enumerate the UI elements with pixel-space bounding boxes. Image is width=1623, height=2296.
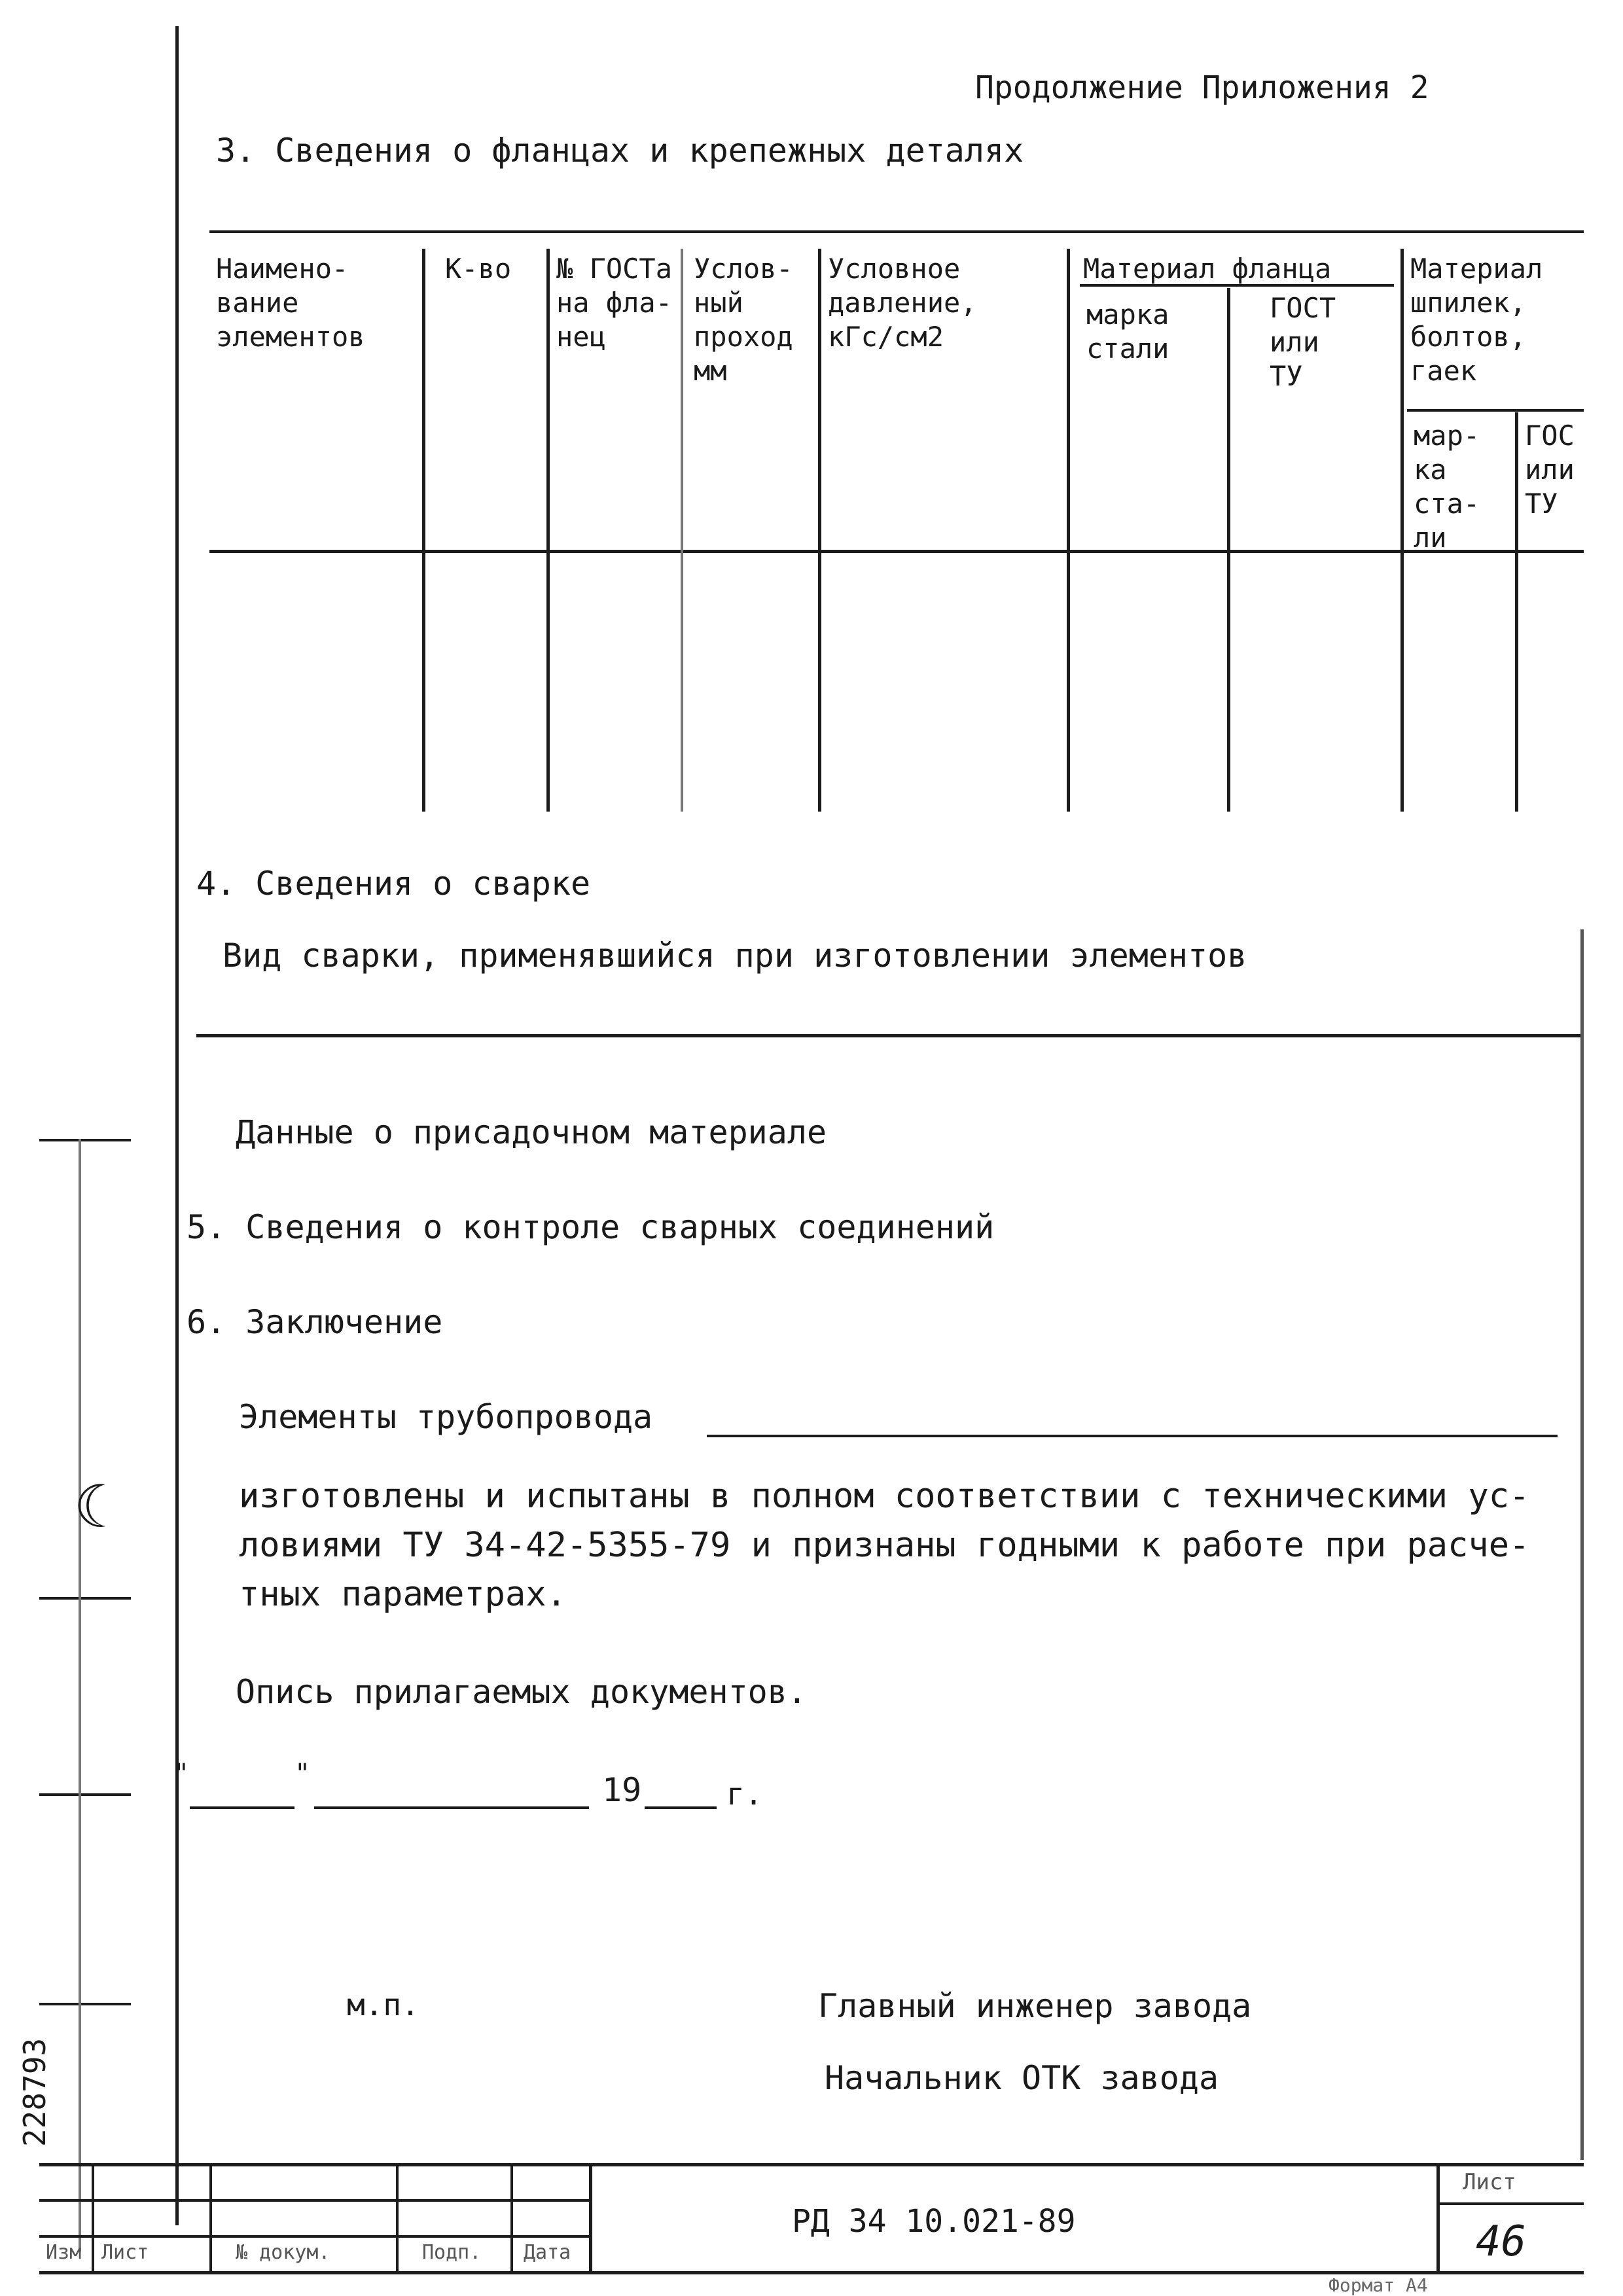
th-bolt-gost: ГОС или ТУ [1525,420,1575,520]
welding-type-rule [196,1034,1580,1037]
chief-engineer-label: Главный инженер завода [818,1987,1252,2025]
left-margin-line [175,26,179,2225]
filler-data-label: Данные о присадочном материале [236,1113,827,1151]
th-bolt-grade: мар- ка ста- ли [1414,420,1480,554]
moon-mark-icon: ☾ [73,1473,126,1541]
seal-label: м.п. [347,1987,419,2022]
date-quote-close: " [294,1759,311,1789]
stamp-col-list: Лист [101,2241,149,2264]
section3-title: 3. Сведения о фланцах и крепежных деталях [216,132,1024,170]
stamp-sheet-number: 46 [1476,2217,1527,2266]
stamp-col-date: Дата [524,2241,571,2264]
attachments-label: Опись прилагаемых документов. [236,1673,807,1711]
section4-title: 4. Сведения о сварке [196,865,591,903]
side-number: 228793 [17,2037,52,2147]
conclusion-line-2: ловиями ТУ 34-42-5355-79 и признаны годными к работе при расче- [239,1526,1530,1565]
section6-title: 6. Заключение [187,1303,443,1341]
stamp-sheet-label: Лист [1463,2169,1516,2195]
date-suffix: г. [726,1776,763,1812]
format-note: Формат А4 [1329,2274,1428,2296]
qc-head-label: Начальник ОТК завода [825,2059,1219,2097]
th-dn: Услов- ный проход мм [694,253,793,387]
date-month-line [314,1806,589,1809]
conclusion-line-1: изготовлены и испытаны в полном соответствии с техническими ус- [239,1477,1530,1516]
stamp-doc-code: РД 34 10.021-89 [792,2203,1076,2240]
date-year-prefix: 19 [602,1771,642,1809]
stamp-col-sign: Подп. [422,2241,482,2264]
elements-fill-line [707,1435,1558,1437]
section5-title: 5. Сведения о контроле сварных соединений [187,1208,995,1246]
elements-label: Элементы трубопровода [239,1398,653,1436]
flanges-table [209,223,1584,825]
th-count: К-во [445,253,512,285]
stamp-col-docnum: № докум. [236,2241,330,2264]
title-block [39,2163,1584,2278]
th-flange-grade: марка стали [1086,298,1169,365]
conclusion-line-3: тных параметрах. [239,1575,567,1614]
continuation-header: Продолжение Приложения 2 [975,69,1429,106]
date-quote-open: " [173,1759,190,1789]
th-pressure: Условное давление, кГс/см2 [828,253,977,353]
th-flange-material: Материал фланца [1083,253,1332,285]
right-border-line [1580,929,1584,2160]
stamp-col-izm: Изм [46,2241,82,2264]
welding-type-label: Вид сварки, применявшийся при изготовлении элементов [223,937,1247,975]
left-margin-strip [17,1139,131,2291]
th-name: Наимено- вание элементов [216,253,365,353]
date-year-line [645,1806,717,1809]
th-bolt-material: Материал шпилек, болтов, гаек [1410,253,1543,387]
th-gost: № ГОСТа на фла- нец [556,253,673,353]
th-flange-gost: ГОСТ или ТУ [1270,292,1336,392]
date-day-line [190,1806,294,1809]
